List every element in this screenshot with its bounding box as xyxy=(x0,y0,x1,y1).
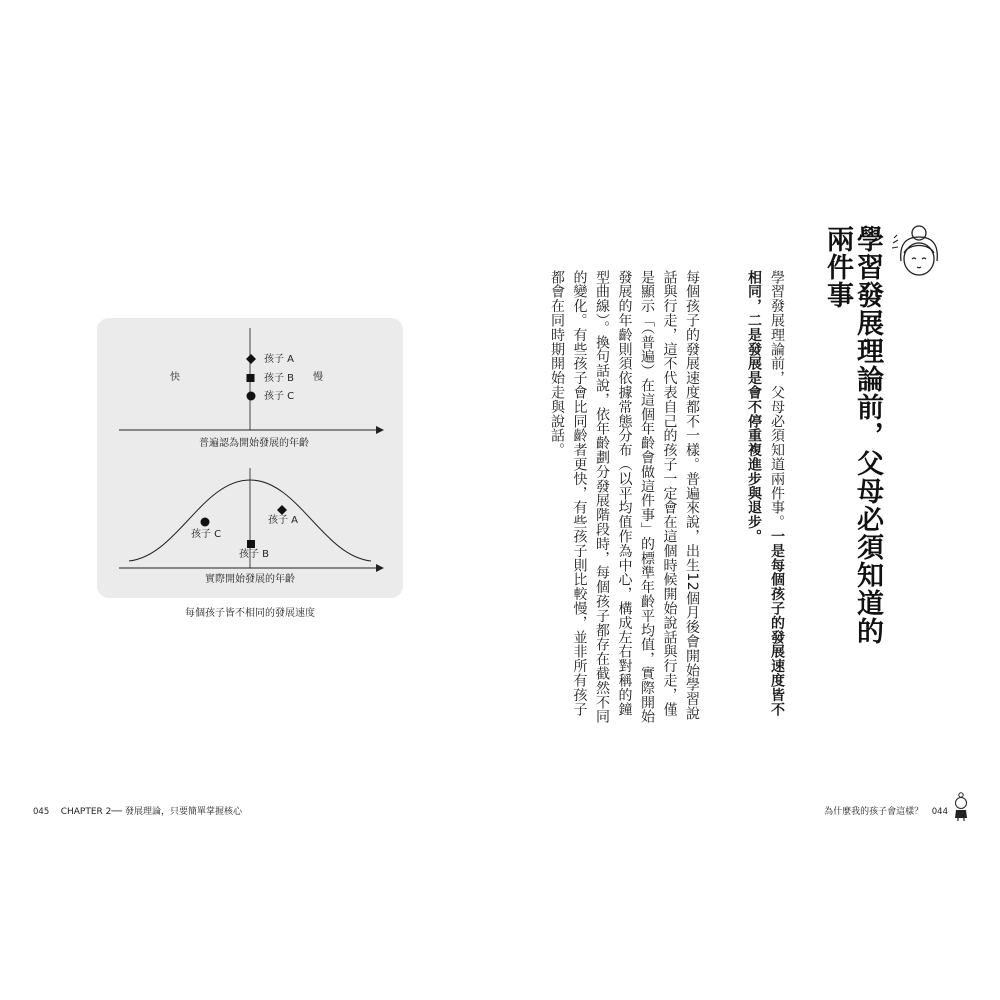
child-b-label: 孩子 B xyxy=(264,373,295,384)
bottom-axis-label: 實際開始發展的年齡 xyxy=(205,574,295,585)
intro-lead: 學習發展理論前，父母必須知道兩件事。 xyxy=(769,270,785,530)
intro-paragraph xyxy=(742,270,788,725)
development-speed-diagram xyxy=(97,318,403,598)
child-b-square-marker-bottom xyxy=(247,540,255,548)
fast-label: 快 xyxy=(170,372,180,383)
right-footer xyxy=(824,804,948,817)
top-axis-label: 普遍認為開始發展的年齡 xyxy=(199,438,309,449)
section-heading: 學習發展理論前，父母必須知道的兩件事 xyxy=(822,225,883,645)
child-a-label: 孩子 A xyxy=(264,354,295,365)
footer-mom-icon xyxy=(952,792,970,826)
body-paragraph: 每個孩子的發展速度都不一樣。普遍來說，出生12個月後會開始學習說話與行走，這不代表自己的孩子一定會在這個時候開始說話與行走，僅是顯示「（普遍）在這個年齡會做這件事」的標準年齡平均值，實際開始發展的年齡則須依據常態分布（以平均值作為中心，構成左右對稱的鐘型曲線）。換句話說，依年齡劃分發展階段時，每個孩子都存在截然不同的變化。有些孩子會比同齡者更快，有些孩子則比較慢，並非所有孩子都會在同時期開始走與說話。 xyxy=(549,270,700,724)
child-a-diamond-marker-bottom xyxy=(277,505,287,515)
child-a-label-bottom: 孩子 A xyxy=(268,515,299,526)
child-b-label-bottom: 孩子 B xyxy=(239,549,270,560)
child-c-label: 孩子 C xyxy=(264,391,295,402)
child-c-circle-marker-bottom xyxy=(201,518,210,527)
left-footer xyxy=(33,804,242,817)
child-c-label-bottom: 孩子 C xyxy=(191,529,222,540)
intro-emphasis: 一是每個孩子的發展速度皆不相同，二是發展是會不停重複進步與退步。 xyxy=(746,270,785,717)
left-running-head: CHAPTER 2── 發展理論，只要簡單掌握核心 xyxy=(60,807,243,817)
slow-label: 慢 xyxy=(313,372,323,383)
left-page-number: 045 xyxy=(33,807,50,817)
right-running-head: 為什麼我的孩子會這樣？ xyxy=(824,807,924,817)
child-b-square-marker xyxy=(247,374,255,382)
diagram-caption: 每個孩子皆不相同的發展速度 xyxy=(185,608,315,619)
mom-avatar-icon xyxy=(889,221,941,285)
child-a-diamond-marker xyxy=(246,354,256,364)
right-page-number: 044 xyxy=(931,807,948,817)
child-c-circle-marker xyxy=(247,392,256,401)
